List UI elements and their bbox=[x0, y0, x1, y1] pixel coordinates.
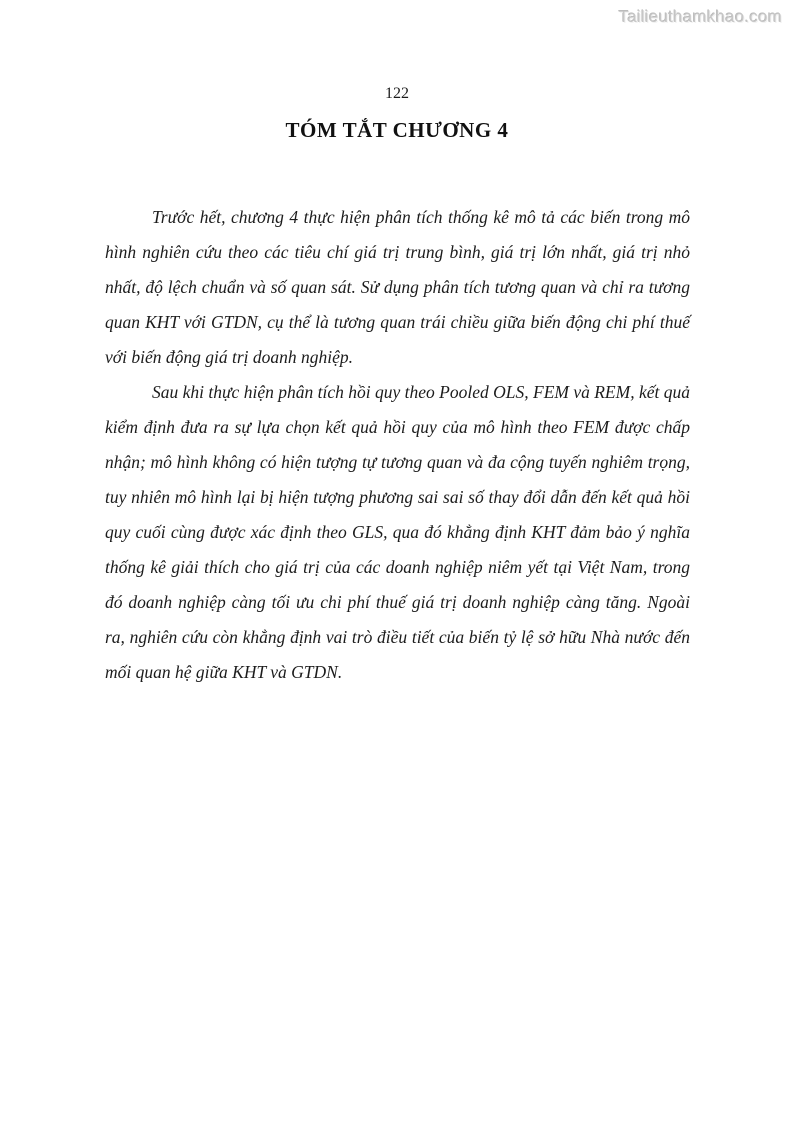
chapter-summary-title: TÓM TẮT CHƯƠNG 4 bbox=[285, 118, 509, 142]
paragraph-descriptive-statistics: Trước hết, chương 4 thực hiện phân tích thống kê mô tả các biến trong mô hình nghiên cứu theo các tiêu chí giá trị trung bình, giá trị lớn nhất, giá trị nhỏ nhất, độ lệch chuẩn và số quan sát. Sử dụng phân tích tương quan và chỉ ra tương quan KHT với GTDN, cụ thể là tương quan trái chiều giữa biến động chi phí thuế với biến động giá trị doanh nghiệp. bbox=[105, 207, 690, 367]
body-text-block bbox=[105, 200, 690, 690]
page-number: 122 bbox=[385, 85, 409, 102]
paragraph-regression-results: Sau khi thực hiện phân tích hồi quy theo Pooled OLS, FEM và REM, kết quả kiểm định đưa ra sự lựa chọn kết quả hồi quy của mô hình theo FEM được chấp nhận; mô hình không có hiện tượng tự tương quan và đa cộng tuyến nghiêm trọng, tuy nhiên mô hình lại bị hiện tượng phương sai sai số thay đổi dẫn đến kết quả hồi quy cuối cùng được xác định theo GLS, qua đó khẳng định KHT đảm bảo ý nghĩa thống kê giải thích cho giá trị của các doanh nghiệp niêm yết tại Việt Nam, trong đó doanh nghiệp càng tối ưu chi phí thuế giá trị doanh nghiệp càng tăng. Ngoài ra, nghiên cứu còn khẳng định vai trò điều tiết của biến tỷ lệ sở hữu Nhà nước đến mối quan hệ giữa KHT và GTDN. bbox=[105, 382, 690, 682]
watermark-text: Tailieuthamkhao.com bbox=[618, 7, 782, 26]
